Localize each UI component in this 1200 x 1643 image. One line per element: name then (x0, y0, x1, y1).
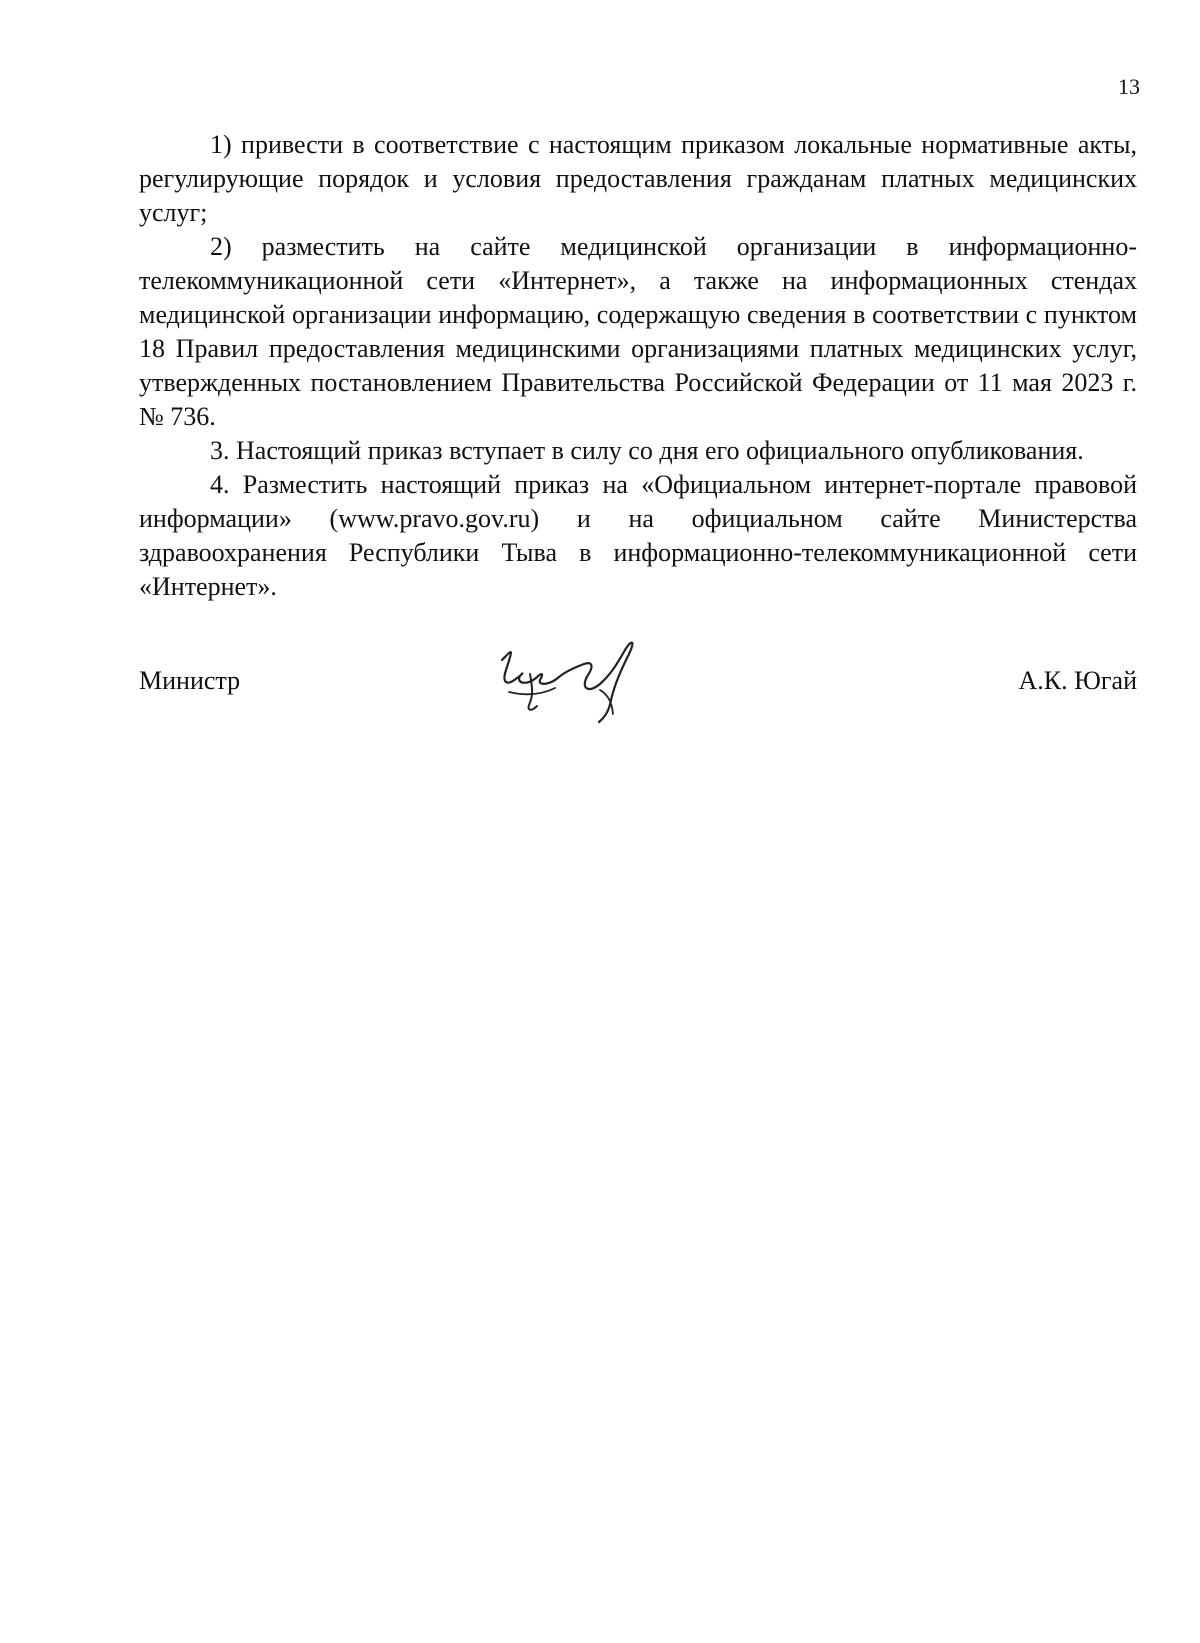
page-number: 13 (1118, 74, 1140, 99)
signature-block (139, 650, 1137, 740)
signature-icon (484, 630, 654, 730)
paragraph-item-2: 2) разместить на сайте медицинской организации в информационно-телекоммуникационной сети «Интернет», а также на информационных стендах медицинской организации информацию, содержащую сведения в соответствии с пунктом 18 Правил предоставления медицинскими организациями платных медицинских услуг, утвержденных постановлением Правительства Российской Федерации от 11 мая 2023 г. № 736. (139, 232, 1137, 431)
paragraph-item-3: 3. Настоящий приказ вступает в силу со дня его официального опубликования. (210, 436, 1084, 465)
signer-title: Министр (139, 666, 241, 695)
document-body (139, 128, 1137, 604)
paragraph-item-4: 4. Разместить настоящий приказ на «Официальном интернет-портале правовой информации» (www.pravo.gov.ru) и на официальном сайте Министерства здравоохранения Республики Тыва в информационно-телекоммуникационной сети «Интернет». (139, 470, 1137, 601)
paragraph-item-1: 1) привести в соответствие с настоящим приказом локальные нормативные акты, регулирующие порядок и условия предоставления гражданам платных медицинских услуг; (139, 130, 1137, 227)
signer-name: А.К. Югай (1018, 666, 1137, 695)
